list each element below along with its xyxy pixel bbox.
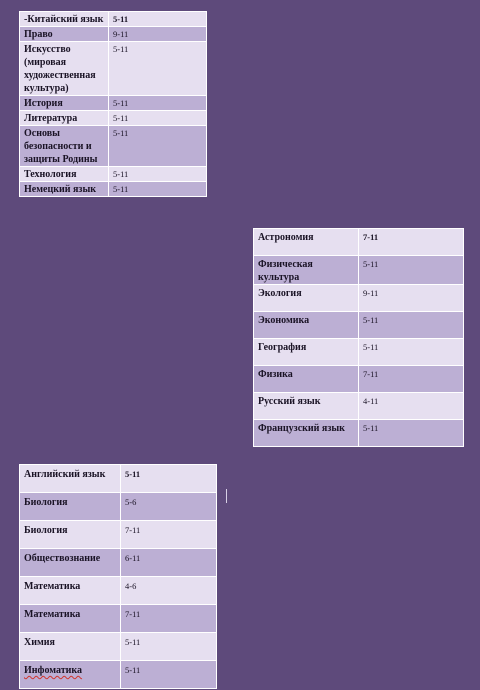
table-row bbox=[20, 12, 207, 27]
grades-cell[interactable]: 7-11 bbox=[359, 366, 464, 393]
table-row bbox=[20, 465, 217, 493]
grades-cell[interactable]: 5-11 bbox=[109, 126, 207, 167]
subject-cell[interactable]: Математика bbox=[20, 577, 121, 605]
subject-cell[interactable]: Обществознание bbox=[20, 549, 121, 577]
table-row bbox=[20, 633, 217, 661]
subject-cell[interactable]: Английский язык bbox=[20, 465, 121, 493]
subject-cell[interactable]: Экономика bbox=[254, 312, 359, 339]
subject-cell[interactable]: Физика bbox=[254, 366, 359, 393]
grades-cell[interactable]: 6-11 bbox=[121, 549, 217, 577]
grades-cell[interactable]: 5-11 bbox=[121, 661, 217, 689]
subject-cell[interactable]: Биология bbox=[20, 493, 121, 521]
table-row bbox=[20, 521, 217, 549]
subjects-table-1 bbox=[19, 11, 207, 197]
subject-cell[interactable]: Искусство (мировая художественная культура) bbox=[20, 42, 109, 96]
grades-cell[interactable]: 5-11 bbox=[359, 339, 464, 366]
table-row bbox=[20, 493, 217, 521]
table-row bbox=[20, 182, 207, 197]
table-row bbox=[20, 167, 207, 182]
grades-cell[interactable]: 7-11 bbox=[121, 521, 217, 549]
table-row bbox=[20, 27, 207, 42]
grades-cell[interactable]: 5-11 bbox=[121, 633, 217, 661]
grades-cell[interactable]: 7-11 bbox=[121, 605, 217, 633]
grades-cell[interactable]: 9-11 bbox=[359, 285, 464, 312]
text-cursor bbox=[226, 489, 227, 503]
grades-cell[interactable]: 5-11 bbox=[109, 96, 207, 111]
grades-cell[interactable]: 4-11 bbox=[359, 393, 464, 420]
subject-cell[interactable]: Немецкий язык bbox=[20, 182, 109, 197]
subject-cell[interactable]: Литература bbox=[20, 111, 109, 126]
grades-cell[interactable]: 4-6 bbox=[121, 577, 217, 605]
subject-cell[interactable]: Русский язык bbox=[254, 393, 359, 420]
grades-cell[interactable]: 5-6 bbox=[121, 493, 217, 521]
table-row bbox=[20, 126, 207, 167]
subject-cell[interactable]: История bbox=[20, 96, 109, 111]
grades-cell[interactable]: 5-11 bbox=[359, 420, 464, 447]
table-row bbox=[254, 256, 464, 285]
table-row bbox=[20, 577, 217, 605]
grades-cell[interactable]: 5-11 bbox=[109, 42, 207, 96]
subject-cell[interactable]: Экология bbox=[254, 285, 359, 312]
table-row bbox=[20, 549, 217, 577]
table-row bbox=[20, 605, 217, 633]
subjects-table-2 bbox=[253, 228, 464, 447]
table-row bbox=[20, 661, 217, 689]
subject-cell[interactable]: Французский язык bbox=[254, 420, 359, 447]
subject-cell[interactable] bbox=[20, 661, 121, 689]
grades-cell[interactable]: 5-11 bbox=[109, 167, 207, 182]
grades-cell[interactable]: 5-11 bbox=[359, 256, 464, 285]
table-row bbox=[20, 96, 207, 111]
table-row bbox=[254, 285, 464, 312]
subjects-table-3 bbox=[19, 464, 217, 689]
subject-cell[interactable]: Астрономия bbox=[254, 229, 359, 256]
table-row bbox=[254, 366, 464, 393]
table-row bbox=[20, 42, 207, 96]
table-row bbox=[254, 229, 464, 256]
subject-cell[interactable]: Химия bbox=[20, 633, 121, 661]
subject-cell[interactable]: География bbox=[254, 339, 359, 366]
grades-cell[interactable]: 5-11 bbox=[109, 182, 207, 197]
grades-cell[interactable]: 9-11 bbox=[109, 27, 207, 42]
grades-cell[interactable]: 5-11 bbox=[109, 111, 207, 126]
subject-cell[interactable]: -Китайский язык bbox=[20, 12, 109, 27]
subject-cell[interactable]: Физическая культура bbox=[254, 256, 359, 285]
grades-cell[interactable]: 5-11 bbox=[109, 12, 207, 27]
subject-cell[interactable]: Основы безопасности и защиты Родины bbox=[20, 126, 109, 167]
table-row bbox=[20, 111, 207, 126]
subject-cell[interactable]: Биология bbox=[20, 521, 121, 549]
subject-cell[interactable]: Право bbox=[20, 27, 109, 42]
table-row bbox=[254, 312, 464, 339]
misspelled-word[interactable]: Инфоматика bbox=[24, 665, 83, 676]
table-row bbox=[254, 393, 464, 420]
grades-cell[interactable]: 7-11 bbox=[359, 229, 464, 256]
table-row bbox=[254, 339, 464, 366]
subject-cell[interactable]: Технология bbox=[20, 167, 109, 182]
table-row bbox=[254, 420, 464, 447]
grades-cell[interactable]: 5-11 bbox=[121, 465, 217, 493]
subject-cell[interactable]: Математика bbox=[20, 605, 121, 633]
grades-cell[interactable]: 5-11 bbox=[359, 312, 464, 339]
